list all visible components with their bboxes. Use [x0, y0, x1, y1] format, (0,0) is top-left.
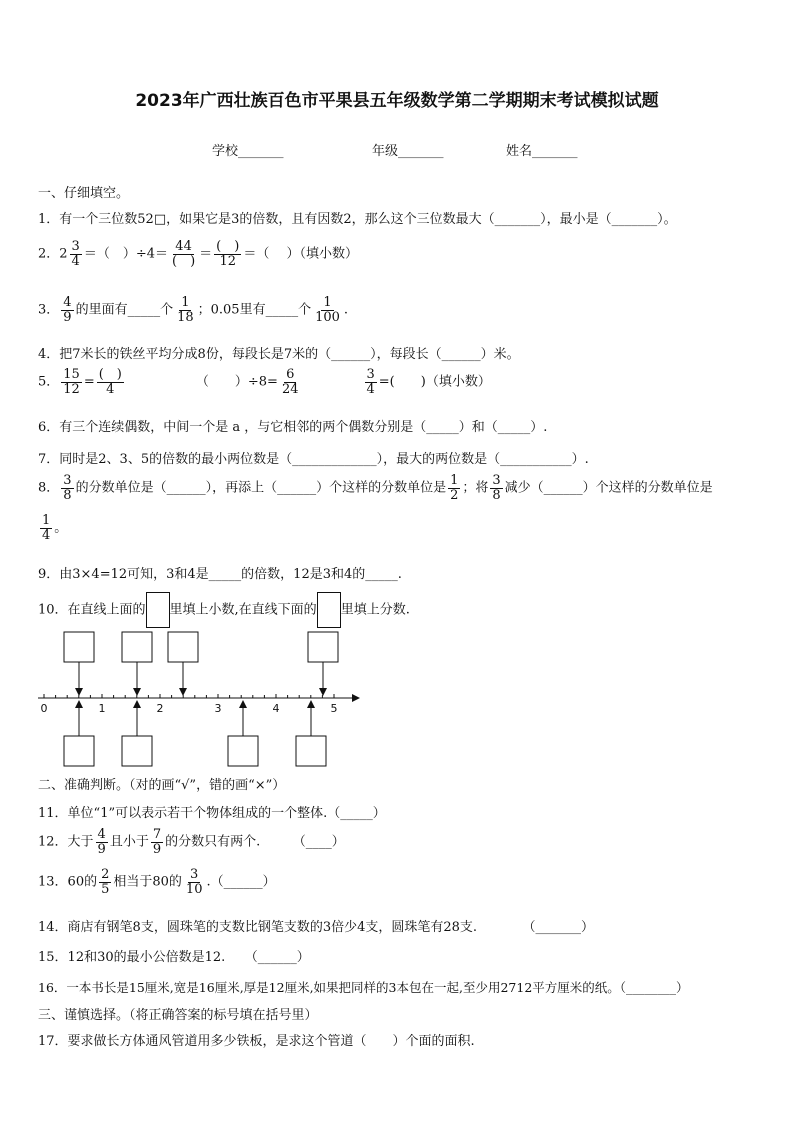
fraction: $\frac{1}{100}$	[315, 295, 340, 325]
fraction: $\frac{4}{9}$	[97, 827, 106, 857]
tick-label: 3	[214, 702, 222, 715]
fraction: $\frac{3}{8}$	[63, 473, 72, 503]
question-11: 11．单位“1”可以表示若干个物体组成的一个整体.（_____）	[38, 806, 386, 821]
fraction: $\frac{1}{2}$	[450, 473, 459, 503]
fraction: $\frac{7}{9}$	[152, 827, 162, 857]
question-15: 15．12和30的最小公倍数是12. （______）	[38, 950, 310, 965]
answer-box-icon	[317, 592, 341, 628]
question-2: 2．2 $\frac{3}{4}$ ＝（ ）÷4＝ $\frac{44}{( )}$ ＝ $\frac{( )}{12}$ ＝（ ）（填小数）	[38, 239, 358, 269]
section-heading-1: 一、仔细填空。	[38, 186, 130, 201]
tick-label: 0	[40, 702, 48, 715]
answer-box-top-1	[64, 632, 94, 662]
answer-box-top-2	[122, 632, 152, 662]
question-17: 17．要求做长方体通风管道用多少铁板，是求这个管道（ ）个面的面积.	[38, 1034, 475, 1049]
question-14: 14．商店有钢笔8支，圆珠笔的支数比钢笔支数的3倍少4支，圆珠笔有28支. （_______）	[38, 920, 595, 935]
question-12: 12．大于 $\frac{4}{9}$ 且小于 $\frac{7}{9}$ 的分数只有两个. （____）	[38, 827, 345, 857]
number-line-diagram	[0, 628, 794, 778]
answer-box-top-4	[308, 632, 338, 662]
question-3: 3． $\frac{4}{9}$ 的里面有_____个 $\frac{1}{18}$ ；0.05里有_____个 $\frac{1}{100}$ .	[38, 295, 349, 325]
tick-label: 5	[330, 702, 338, 715]
tick-label: 1	[98, 702, 106, 715]
question-5: 5． $\frac{15}{12}$ = $\frac{( )}{4}$ （ ）÷8= $\frac{6}{24}$ $\frac{3}{4}$ =( )（填小数）	[38, 367, 491, 397]
grade-field[interactable]: 年级_______	[372, 144, 444, 159]
question-7: 7．同时是2、3、5的倍数的最小两位数是（_____________），最大的两位数是（___________）.	[38, 452, 589, 467]
fraction: $\frac{( )}{4}$	[98, 367, 122, 397]
question-6: 6．有三个连续偶数，中间一个是 a ，与它相邻的两个偶数分别是（_____）和（_____）.	[38, 420, 548, 435]
fraction: $\frac{15}{12}$	[63, 367, 80, 397]
section-heading-2: 二、准确判断。（对的画“√”，错的画“×”）	[38, 778, 286, 793]
answer-box-icon	[146, 592, 170, 628]
question-8-continued: $\frac{1}{4}$ 。	[42, 513, 68, 543]
page-title: 2023年广西壮族百色市平果县五年级数学第二学期期末考试模拟试题	[135, 91, 659, 111]
question-1: 1．有一个三位数52□，如果它是3的倍数，且有因数2，那么这个三位数最大（_______），最小是（_______）。	[38, 212, 677, 227]
answer-box-bottom-1	[64, 736, 94, 766]
fraction: $\frac{2}{5}$	[101, 867, 110, 897]
fraction: $\frac{44}{( )}$	[172, 239, 196, 269]
answer-box-bottom-3	[228, 736, 258, 766]
question-8: 8． $\frac{3}{8}$ 的分数单位是（______），再添上（______）个这样的分数单位是 $\frac{1}{2}$ ；将 $\frac{3}{8}$ 减少（______）个这样的分数单位是	[38, 473, 713, 503]
answer-box-bottom-4	[296, 736, 326, 766]
fraction: $\frac{3}{10}$	[185, 867, 203, 897]
section-heading-3: 三、谨慎选择。（将正确答案的标号填在括号里）	[38, 1008, 318, 1023]
fraction: $\frac{4}{9}$	[63, 295, 72, 325]
question-13: 13．60的 $\frac{2}{5}$ 相当于80的 $\frac{3}{10}$ .（______）	[38, 867, 276, 897]
tick-label: 4	[272, 702, 280, 715]
tick-label: 2	[156, 702, 164, 715]
question-16: 16．一本书长是15厘米,宽是16厘米,厚是12厘米,如果把同样的3本包在一起,至少用2712平方厘米的纸。（________）	[38, 980, 689, 995]
answer-box-bottom-2	[122, 736, 152, 766]
school-field[interactable]: 学校_______	[212, 144, 284, 159]
name-field[interactable]: 姓名_______	[506, 144, 578, 159]
fraction: $\frac{3}{4}$	[366, 367, 375, 397]
fraction: $\frac{3}{4}$	[71, 239, 80, 269]
fraction: $\frac{3}{8}$	[492, 473, 501, 503]
question-10: 10．在直线上面的 里填上小数,在直线下面的 里填上分数.	[38, 592, 410, 628]
fraction: $\frac{1}{4}$	[42, 513, 51, 543]
question-9: 9．由3×4=12可知，3和4是_____的倍数，12是3和4的_____.	[38, 567, 402, 582]
fraction: $\frac{6}{24}$	[281, 367, 299, 397]
question-4: 4．把7米长的铁丝平均分成8份，每段长是7米的（______），每段长（______）米。	[38, 347, 520, 362]
answer-box-top-3	[168, 632, 198, 662]
fraction: $\frac{1}{18}$	[177, 295, 194, 325]
fraction: $\frac{( )}{12}$	[216, 239, 240, 269]
